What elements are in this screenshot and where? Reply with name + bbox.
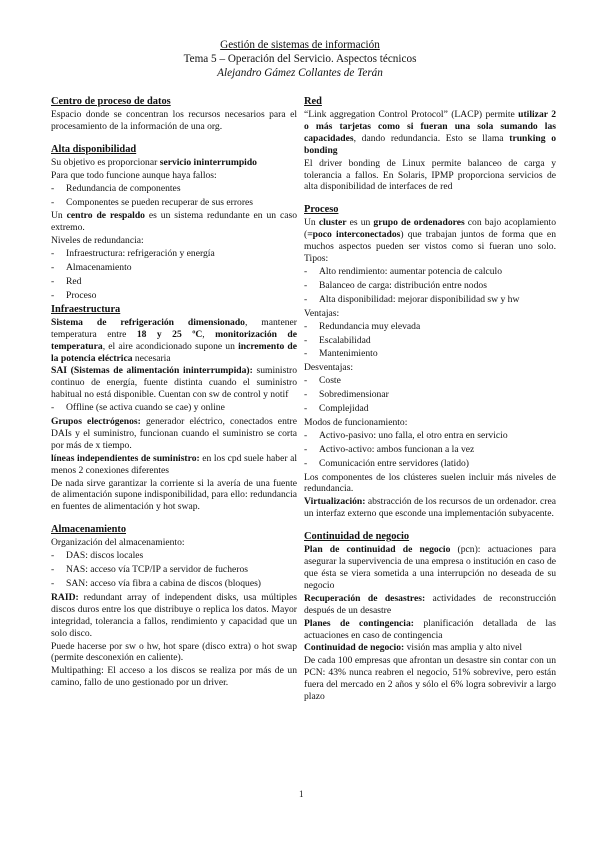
section-red (304, 96, 556, 193)
section-heading: Red (304, 96, 322, 107)
bold-text: RAID: (51, 591, 79, 603)
paragraph: Modos de funcionamiento: (304, 416, 408, 428)
bullet-list (51, 550, 297, 590)
text: con bajo acoplamiento ( (304, 217, 557, 241)
right-column (304, 96, 556, 704)
paragraph (304, 496, 556, 520)
list-item: - Activo-pasivo: uno falla, el otro entra en servicio (304, 430, 556, 442)
paragraph (51, 592, 297, 640)
text: , mantener temperatura entre (51, 316, 297, 340)
text: , el aire acondicionado supone un (102, 340, 239, 352)
page-number: 1 (299, 789, 304, 799)
text: generador eléctrico, conectados entre DAIs y el suministro, funcionan cuando el suministro se corta por más de x tiempo. (51, 416, 297, 451)
list-item: - Coste (304, 375, 556, 387)
text: actividades de reconstrucción después de un desastre (304, 592, 556, 616)
list-item: - Redundancia muy elevada (304, 321, 556, 333)
text: “Link aggregation Control Protocol” (LACP) permite (304, 109, 519, 120)
bold-text: Sistema de refrigeración dimensionado (51, 316, 245, 328)
section-heading: Continuidad de negocio (304, 531, 410, 543)
section-heading: Almacenamiento (51, 524, 127, 536)
text: suministro continuo de energía, fuente distinta cuando el suministro habitual no está disponible. Cuentan con sw de control y notif (51, 365, 297, 401)
paragraph: De cada 100 empresas que afrontan un desastre sin contar con un PCN: 43% nunca reabren el negocio, 51% sobrevive, pero están fuera del mercado en 2 años y sólo el 6% logra sobrevivir a largo plazo (304, 655, 556, 703)
bold-text: Grupos electrógenos: (51, 416, 141, 428)
left-column (51, 96, 297, 690)
bullet-list (51, 402, 297, 414)
bold-text: Continuidad de negocio: (304, 642, 405, 654)
list-item: - Sobredimensionar (304, 389, 556, 401)
bold-text: centro de respaldo (66, 210, 145, 222)
paragraph: Espacio donde se concentran los recursos necesarios para el procesamiento de la información de una org. (51, 109, 297, 132)
text: Un (304, 217, 319, 229)
section-heading: Alta disponibilidad (51, 143, 137, 155)
document-subtitle: Tema 5 – Operación del Servicio. Aspectos técnicos (183, 53, 417, 65)
paragraph (304, 217, 556, 265)
bold-text: =poco interconectados (307, 229, 401, 241)
list-item: - NAS: acceso vía TCP/IP a servidor de fucheros (51, 564, 297, 576)
document-author: Alejandro Gámez Collantes de Terán (217, 67, 383, 79)
paragraph: Puede hacerse por sw o hw, hot spare (disco extra) o hot swap (permite desconexión en caliente). (51, 640, 297, 664)
list-item: - Infraestructura: refrigeración y energía (51, 248, 297, 260)
text: es un (346, 217, 374, 229)
bold-text: incremento de la potencia eléctrica (51, 340, 297, 364)
bold-text: líneas independientes de suministro: (51, 452, 200, 464)
list-item: - Componentes se pueden recuperar de sus errores (51, 197, 297, 209)
bold-text: Recuperación de desastres: (304, 592, 426, 604)
list-item: - Alto rendimiento: aumentar potencia de calculo (304, 266, 556, 278)
paragraph (51, 317, 297, 365)
text: ) que trabajan juntos de forma que en muchos aspectos pueden ser vistos como si fueran uno solo. Tipos: (304, 229, 556, 265)
paragraph: El driver bonding de Linux permite balanceo de carga y tolerancia a fallos. En Solaris, IPMP proporciona servicios de alta disponibilidad de interfaces de red (304, 157, 556, 193)
bullet-list (51, 248, 297, 302)
bullet-list (304, 321, 556, 361)
section-heading: Infraestructura (51, 303, 121, 315)
list-item: - Comunicación entre servidores (latido) (304, 458, 556, 470)
paragraph: Desventajas: (304, 362, 354, 374)
text: redundant array of independent disks, usa múltiples discos duros entre los que distribuye o replica los datos. Mayor integridad, tolerancia a fallos, rendimiento y capacidad que un solo disco. (51, 591, 297, 639)
list-item: - Complejidad (304, 403, 556, 415)
document-title: Gestión de sistemas de información (220, 39, 380, 51)
paragraph: Ventajas: (304, 307, 340, 319)
list-item: - Mantenimiento (304, 348, 556, 360)
bold-text: cluster (318, 217, 347, 229)
section-alta-disponibilidad (51, 144, 297, 302)
text: planificación detallada de las actuaciones en caso de contingencia (304, 617, 556, 641)
paragraph: Los componentes de los clústeres suelen incluir más niveles de redundancia. (304, 471, 556, 495)
bold-text: utilizar 2 o más tarjetas como si fueran una sola sumando las capacidades (304, 109, 556, 144)
list-item: - Alta disponibilidad: mejorar disponibilidad sw y hw (304, 294, 556, 306)
text: abstracción de los recursos de un ordenador. crea un interfaz externo que esconde una implementación subyacente. (304, 496, 556, 520)
bullet-list (304, 430, 556, 470)
paragraph: Multipathing: El acceso a los discos se realiza por más de un camino, fallo de uno gestionado por un driver. (51, 665, 297, 689)
section-continuidad (304, 531, 556, 703)
bullet-list (304, 375, 556, 415)
section-infraestructura (51, 304, 297, 514)
bold-text: Virtualización: (304, 496, 366, 508)
list-item: - Escalabilidad (304, 335, 556, 347)
list-item: - Balanceo de carga: distribución entre nodos (304, 280, 556, 292)
section-cpd (51, 96, 297, 133)
list-item: - Redundancia de componentes (51, 183, 297, 195)
paragraph (304, 593, 556, 617)
bold-text: 18 y 25 ºC (136, 328, 203, 340)
list-item: - Proceso (51, 290, 297, 302)
text: Un (51, 210, 67, 222)
section-proceso (304, 204, 556, 520)
bullet-list (51, 183, 297, 209)
paragraph (304, 618, 556, 642)
text: Su objetivo es proporcionar (51, 156, 160, 168)
list-item: - DAS: discos locales (51, 550, 297, 562)
document-header (0, 38, 600, 80)
list-item: - Activo-activo: ambos funcionan a la vez (304, 444, 556, 456)
text: visión mas amplia y alto nivel (404, 642, 523, 654)
paragraph (304, 544, 556, 592)
paragraph (51, 365, 297, 401)
bold-text: grupo de ordenadores (373, 217, 465, 229)
list-item: - Offline (se activa cuando se cae) y online (51, 402, 297, 414)
paragraph: Organización del almacenamiento: (51, 537, 185, 549)
bold-text: Plan de continuidad de negocio (304, 544, 451, 556)
paragraph (51, 157, 297, 169)
paragraph: Para que todo funcione aunque haya fallos: (51, 169, 217, 181)
text: en los cpd suele haber al menos 2 conexiones diferentes (51, 452, 297, 476)
paragraph: De nada sirve garantizar la corriente si la avería de una fuente de alimentación supone indisponibilidad, para ello: redundancia en fuentes de alimentación y hot swap. (51, 477, 297, 513)
list-item: - Red (51, 276, 297, 288)
bold-text: Planes de contingencia: (304, 617, 414, 629)
paragraph (304, 642, 556, 654)
text: , (202, 328, 216, 340)
paragraph (51, 416, 297, 452)
paragraph (51, 210, 297, 234)
bold-text: monitorización de temperatura (51, 328, 297, 352)
bold-text: servicio ininterrumpido (159, 156, 257, 168)
text: , dando redundancia. Esto se llama (353, 132, 510, 144)
paragraph: Niveles de redundancia: (51, 235, 144, 247)
list-item: - SAN: acceso vía fibra a cabina de discos (bloques) (51, 578, 297, 590)
bold-text: trunking o bonding (304, 132, 557, 156)
list-item: - Almacenamiento (51, 262, 297, 274)
section-heading: Centro de proceso de datos (51, 96, 171, 107)
paragraph (51, 453, 297, 477)
text: es un sistema redundante en un caso extremo. (51, 210, 298, 234)
text: (pcn): actuaciones para asegurar la supervivencia de una empresa o institución en caso de que ésta se viera sometida a una interrupción no deseada de su negocio (304, 544, 557, 591)
text: necesaria (132, 352, 171, 364)
bold-text: SAI (Sistemas de alimentación ininterrumpida): (51, 365, 253, 377)
paragraph (304, 109, 556, 157)
bullet-list (304, 266, 556, 306)
section-almacenamiento (51, 524, 297, 689)
section-heading: Proceso (304, 204, 339, 216)
